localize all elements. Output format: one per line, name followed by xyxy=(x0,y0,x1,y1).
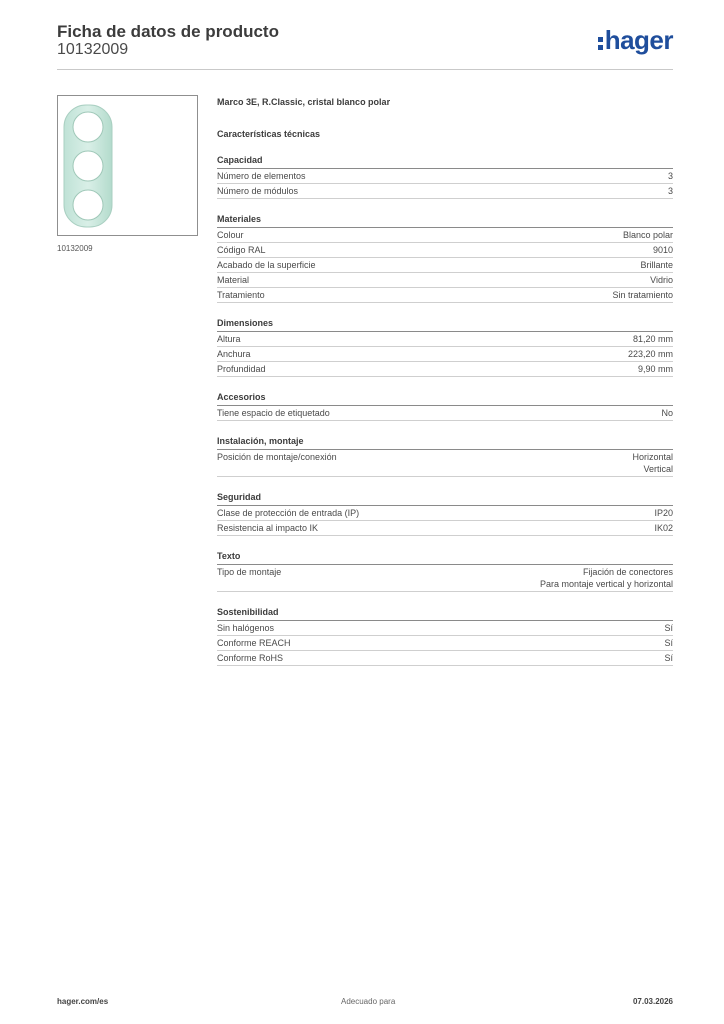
spec-row xyxy=(217,273,673,288)
spec-label: Resistencia al impacto IK xyxy=(217,523,319,533)
spec-row xyxy=(217,169,673,184)
spec-label: Tiene espacio de etiquetado xyxy=(217,408,330,418)
spec-value: 81,20 mm xyxy=(632,334,673,344)
document-article-number: 10132009 xyxy=(57,41,129,58)
spec-row xyxy=(217,258,673,273)
spec-row xyxy=(217,184,673,199)
specification-sections xyxy=(217,154,673,666)
spec-label: Anchura xyxy=(217,349,251,359)
spec-value: 3 xyxy=(667,171,673,181)
spec-section xyxy=(217,213,673,303)
spec-row xyxy=(217,506,673,521)
spec-section-heading: Materiales xyxy=(217,213,673,228)
spec-section-heading: Capacidad xyxy=(217,154,673,169)
hager-logo xyxy=(598,27,673,53)
spec-value: IP20 xyxy=(654,508,673,518)
spec-section-heading: Texto xyxy=(217,550,673,565)
product-title: Marco 3E, R.Classic, cristal blanco polar xyxy=(217,97,391,107)
spec-value: Brillante xyxy=(640,260,673,270)
spec-value: Horizontal Vertical xyxy=(632,452,673,474)
spec-value: Sin tratamiento xyxy=(612,290,673,300)
spec-value: Sí xyxy=(664,623,673,633)
spec-section xyxy=(217,154,673,199)
spec-row xyxy=(217,621,673,636)
product-image xyxy=(57,95,198,236)
technical-characteristics-heading: Características técnicas xyxy=(217,129,321,139)
logo-colon-icon xyxy=(598,34,604,51)
footer-date: 07.03.2026 xyxy=(632,997,673,1006)
spec-section xyxy=(217,317,673,377)
spec-label: Tipo de montaje xyxy=(217,567,282,577)
spec-section xyxy=(217,435,673,477)
spec-section-heading: Instalación, montaje xyxy=(217,435,673,450)
spec-label: Conforme RoHS xyxy=(217,653,284,663)
spec-row xyxy=(217,347,673,362)
product-data-sheet xyxy=(217,96,673,666)
footer-website-link[interactable]: hager.com/es xyxy=(57,997,109,1006)
spec-label: Material xyxy=(217,275,250,285)
spec-row xyxy=(217,450,673,477)
logo-text: hager xyxy=(604,25,673,55)
spec-row xyxy=(217,288,673,303)
spec-label: Sin halógenos xyxy=(217,623,275,633)
spec-value: Vidrio xyxy=(650,275,673,285)
spec-row xyxy=(217,406,673,421)
spec-section xyxy=(217,491,673,536)
spec-row xyxy=(217,228,673,243)
spec-value: Sí xyxy=(664,638,673,648)
spec-section xyxy=(217,391,673,421)
spec-value: 9,90 mm xyxy=(637,364,673,374)
image-caption: 10132009 xyxy=(57,244,93,253)
spec-row xyxy=(217,243,673,258)
spec-value: Fijación de conectores Para montaje vertical y horizontal xyxy=(539,567,673,589)
spec-value: Sí xyxy=(664,653,673,663)
spec-value: 3 xyxy=(667,186,673,196)
spec-row xyxy=(217,332,673,347)
spec-label: Número de elementos xyxy=(217,171,306,181)
page-header xyxy=(57,20,673,70)
spec-section-heading: Sostenibilidad xyxy=(217,606,673,621)
spec-section-heading: Seguridad xyxy=(217,491,673,506)
spec-value: No xyxy=(661,408,673,418)
spec-row xyxy=(217,565,673,592)
spec-label: Tratamiento xyxy=(217,290,265,300)
spec-label: Clase de protección de entrada (IP) xyxy=(217,508,360,518)
spec-value: 223,20 mm xyxy=(627,349,673,359)
spec-label: Número de módulos xyxy=(217,186,299,196)
spec-label: Conforme REACH xyxy=(217,638,291,648)
spec-value: Blanco polar xyxy=(622,230,673,240)
spec-value: IK02 xyxy=(654,523,673,533)
spec-section xyxy=(217,550,673,592)
spec-row xyxy=(217,636,673,651)
three-gang-frame-image xyxy=(58,96,197,235)
spec-label: Profundidad xyxy=(217,364,266,374)
spec-label: Código RAL xyxy=(217,245,266,255)
spec-label: Posición de montaje/conexión xyxy=(217,452,337,462)
spec-label: Colour xyxy=(217,230,244,240)
spec-row xyxy=(217,521,673,536)
footer-suitable-for: Adecuado para xyxy=(341,997,396,1006)
spec-section-heading: Accesorios xyxy=(217,391,673,406)
document-title: Ficha de datos de producto xyxy=(57,22,279,41)
spec-row xyxy=(217,362,673,377)
spec-row xyxy=(217,651,673,666)
spec-label: Altura xyxy=(217,334,241,344)
spec-value: 9010 xyxy=(652,245,673,255)
spec-label: Acabado de la superficie xyxy=(217,260,316,270)
spec-section-heading: Dimensiones xyxy=(217,317,673,332)
spec-section xyxy=(217,606,673,666)
